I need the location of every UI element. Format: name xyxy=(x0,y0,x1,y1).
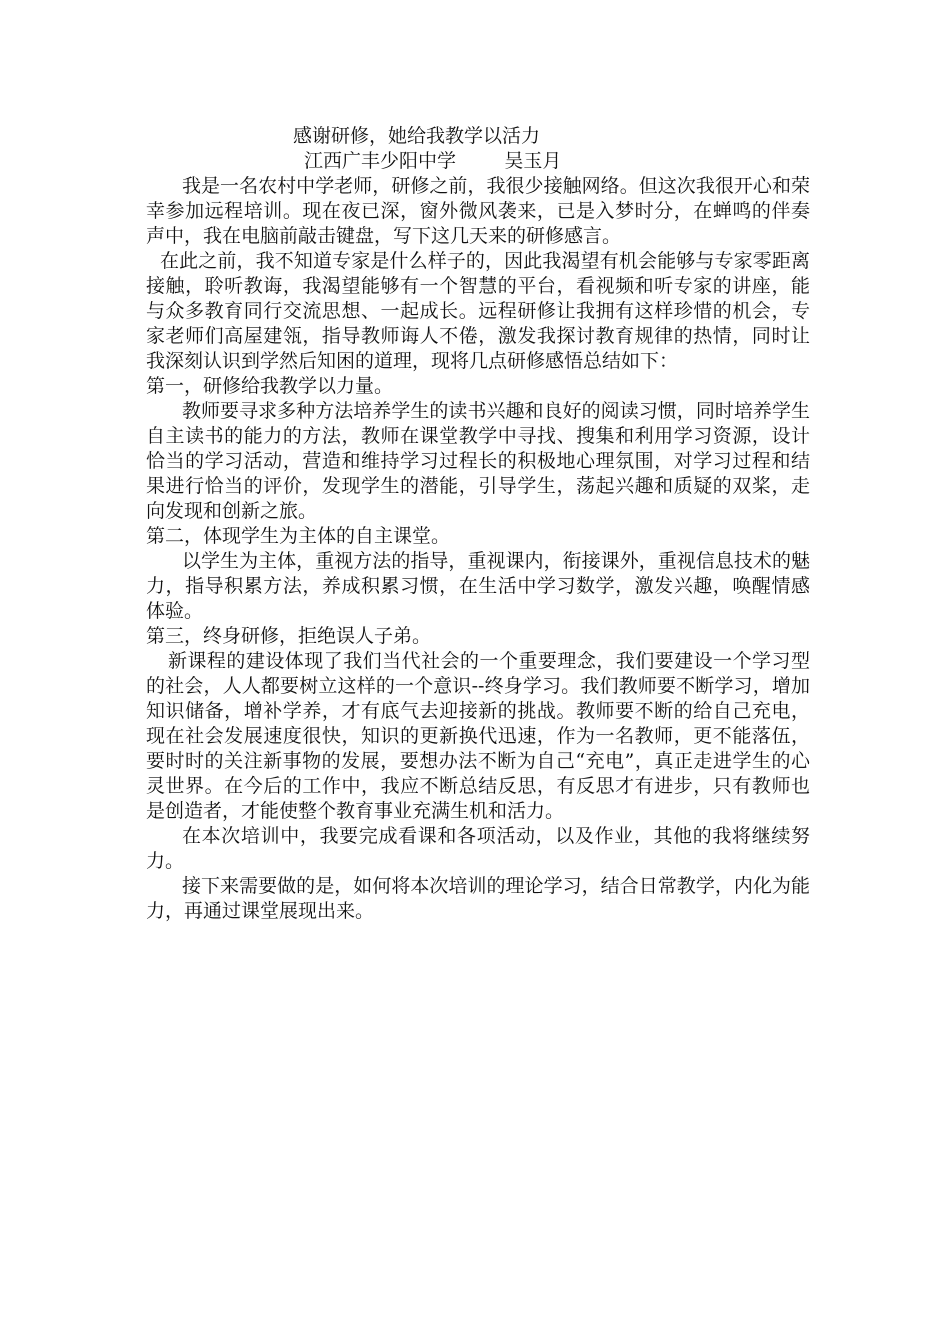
paragraph-section-3: 新课程的建设体现了我们当代社会的一个重要理念，我们要建设一个学习型的社会，人人都要树立这样的一个意识--终身学习。我们教师要不断学习，增加知识储备，增补学养，才有底气去迎接新的挑战。教师要不断的给自己充电，现在社会发展速度很快，知识的更新换代迅速，作为一名教师，更不能落伍，要时时的关注新事物的发展，要想办法不断为自己“充电”，真正走进学生的心灵世界。在今后的工作中，我应不断总结反思，有反思才有进步，只有教师也是创造者，才能使整个教育事业充满生机和活力。 xyxy=(146,650,810,822)
section-heading-2: 第二，体现学生为主体的自主课堂。 xyxy=(146,525,451,547)
paragraph-section-1: 教师要寻求多种方法培养学生的读书兴趣和良好的阅读习惯，同时培养学生自主读书的能力的方法，教师在课堂教学中寻找、搜集和利用学习资源，设计恰当的学习活动，营造和维持学习过程长的积极地心理氛围，对学习过程和结果进行恰当的评价，发现学生的潜能，引导学生，荡起兴趣和质疑的双桨，走向发现和创新之旅。 xyxy=(146,400,810,522)
section-heading-3: 第三，终身研修，拒绝误人子弟。 xyxy=(146,625,432,647)
paragraph-plan: 在本次培训中，我要完成看课和各项活动，以及作业，其他的我将继续努力。 xyxy=(146,825,810,872)
paragraph-next-steps: 接下来需要做的是，如何将本次培训的理论学习，结合日常教学，内化为能力，再通过课堂展现出来。 xyxy=(146,875,810,922)
document-body xyxy=(146,124,810,924)
document-title: 感谢研修，她给我教学以活力 xyxy=(293,125,541,147)
author-byline: 江西广丰少阳中学 吴玉月 xyxy=(304,150,562,172)
paragraph-section-2: 以学生为主体，重视方法的指导，重视课内，衔接课外，重视信息技术的魅力，指导积累方法，养成积累习惯，在生活中学习数学，激发兴趣，唤醒情感体验。 xyxy=(146,550,810,622)
paragraph-intro: 我是一名农村中学老师，研修之前，我很少接触网络。但这次我很开心和荣幸参加远程培训。现在夜已深，窗外微风袭来，已是入梦时分，在蝉鸣的伴奏声中，我在电脑前敲击键盘，写下这几天来的研修感言。 xyxy=(146,175,810,247)
section-heading-1: 第一，研修给我教学以力量。 xyxy=(146,375,394,397)
paragraph-background: 在此之前，我不知道专家是什么样子的，因此我渴望有机会能够与专家零距离接触，聆听教诲，我渴望能够有一个智慧的平台，看视频和听专家的讲座，能与众多教育同行交流思想、一起成长。远程研修让我拥有这样珍惜的机会，专家老师们高屋建瓴，指导教师诲人不倦，激发我探讨教育规律的热情，同时让我深刻认识到学然后知困的道理，现将几点研修感悟总结如下： xyxy=(146,250,810,372)
